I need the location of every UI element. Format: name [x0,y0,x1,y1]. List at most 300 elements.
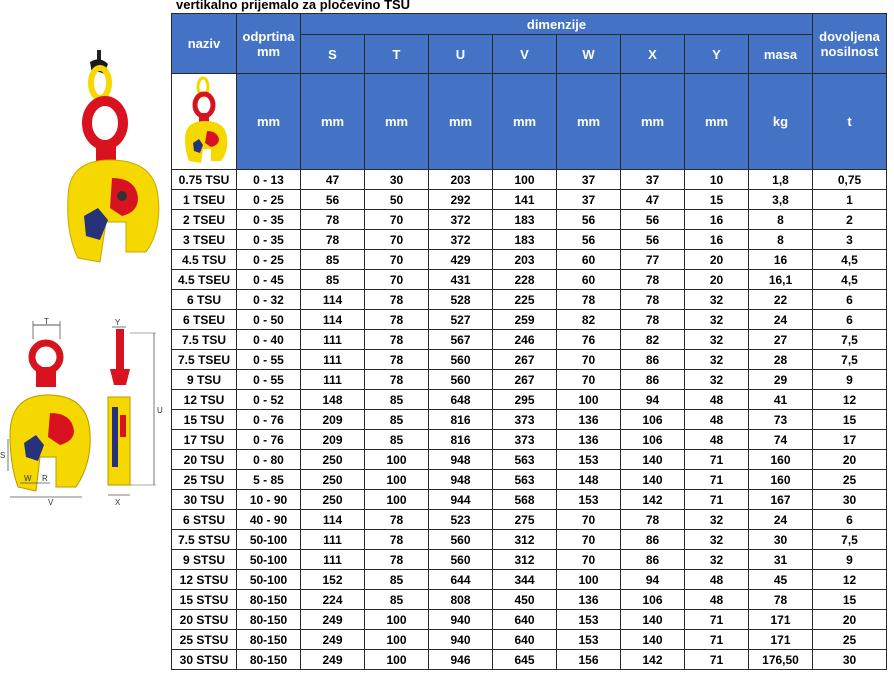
table-cell: 4,5 [813,270,887,290]
table-cell: 111 [301,370,365,390]
table-cell: 32 [685,550,749,570]
table-cell: 76 [557,330,621,350]
table-cell: 20 [685,270,749,290]
table-cell: 136 [557,430,621,450]
table-cell: 523 [429,510,493,530]
page-title: vertikalno prijemalo za pločevino TSU [176,0,411,12]
model-name-cell: 12 TSU [172,390,237,410]
model-name-cell: 6 TSEU [172,310,237,330]
table-row [172,390,887,410]
table-cell: 37 [557,170,621,190]
table-cell: 111 [301,550,365,570]
table-cell: 60 [557,270,621,290]
table-row [172,290,887,310]
table-cell: 148 [301,390,365,410]
table-cell: 100 [365,610,429,630]
table-cell: 153 [557,630,621,650]
table-cell: 15 [813,590,887,610]
table-cell: 250 [301,490,365,510]
table-cell: 78 [301,230,365,250]
col-header-T: T [365,35,429,74]
table-row [172,450,887,470]
table-cell: 373 [493,410,557,430]
table-cell: 640 [493,610,557,630]
model-name-cell: 4.5 TSU [172,250,237,270]
table-cell: 140 [621,470,685,490]
table-cell: 140 [621,610,685,630]
table-row [172,350,887,370]
table-cell: 71 [685,450,749,470]
table-cell: 20 [685,250,749,270]
table-cell: 86 [621,370,685,390]
table-cell: 85 [365,570,429,590]
table-cell: 78 [365,330,429,350]
dimension-table [171,13,887,670]
table-cell: 946 [429,650,493,670]
model-name-cell: 30 STSU [172,650,237,670]
table-cell: 78 [749,590,813,610]
table-row [172,550,887,570]
table-cell: 71 [685,630,749,650]
table-cell: 80-150 [237,590,301,610]
table-cell: 78 [301,210,365,230]
table-cell: 153 [557,490,621,510]
table-cell: 3,8 [749,190,813,210]
col-header-Y: Y [685,35,749,74]
table-cell: 78 [557,290,621,310]
model-name-cell: 9 STSU [172,550,237,570]
table-cell: 2 [813,210,887,230]
table-cell: 249 [301,630,365,650]
table-cell: 5 - 85 [237,470,301,490]
table-cell: 48 [685,390,749,410]
table-cell: 8 [749,230,813,250]
table-cell: 85 [365,430,429,450]
table-cell: 24 [749,510,813,530]
table-cell: 32 [685,290,749,310]
table-row [172,230,887,250]
table-cell: 56 [301,190,365,210]
clamp-side-drawing [98,315,168,515]
label-T: T [44,317,49,326]
table-cell: 295 [493,390,557,410]
table-cell: 0 - 25 [237,190,301,210]
table-cell: 167 [749,490,813,510]
model-name-cell: 0.75 TSU [172,170,237,190]
table-cell: 74 [749,430,813,450]
table-row [172,490,887,510]
label-U: U [157,406,163,415]
table-cell: 0 - 80 [237,450,301,470]
table-cell: 30 [813,650,887,670]
table-cell: 0 - 50 [237,310,301,330]
table-cell: 267 [493,370,557,390]
table-cell: 30 [813,490,887,510]
table-cell: 136 [557,590,621,610]
table-cell: 275 [493,510,557,530]
table-cell: 140 [621,630,685,650]
table-cell: 100 [365,490,429,510]
table-cell: 78 [621,290,685,310]
table-cell: 71 [685,610,749,630]
table-cell: 80-150 [237,650,301,670]
table-cell: 28 [749,350,813,370]
table-row [172,570,887,590]
table-cell: 71 [685,490,749,510]
table-cell: 563 [493,470,557,490]
table-cell: 50 [365,190,429,210]
model-name-cell: 15 TSU [172,410,237,430]
table-cell: 25 [813,470,887,490]
table-cell: 259 [493,310,557,330]
table-cell: 7,5 [813,530,887,550]
table-cell: 16,1 [749,270,813,290]
table-cell: 85 [301,250,365,270]
table-cell: 183 [493,230,557,250]
col-header-dovoljena-nosilnost: dovoljena nosilnost [813,14,887,74]
col-header-X: X [621,35,685,74]
model-name-cell: 30 TSU [172,490,237,510]
table-cell: 560 [429,530,493,550]
table-cell: 560 [429,370,493,390]
table-cell: 148 [557,470,621,490]
table-row [172,170,887,190]
model-name-cell: 12 STSU [172,570,237,590]
model-name-cell: 3 TSEU [172,230,237,250]
table-cell: 78 [621,510,685,530]
table-cell: 156 [557,650,621,670]
table-cell: 567 [429,330,493,350]
table-cell: 225 [493,290,557,310]
table-cell: 77 [621,250,685,270]
table-row [172,270,887,290]
table-cell: 70 [365,230,429,250]
table-cell: 80-150 [237,610,301,630]
table-cell: 176,50 [749,650,813,670]
table-cell: 0 - 52 [237,390,301,410]
label-X: X [115,498,121,507]
table-cell: 85 [365,410,429,430]
table-cell: 20 [813,610,887,630]
table-cell: 56 [621,210,685,230]
model-name-cell: 25 STSU [172,630,237,650]
table-cell: 15 [685,190,749,210]
table-cell: 48 [685,410,749,430]
table-cell: 3 [813,230,887,250]
table-cell: 85 [365,390,429,410]
col-header-odprtina: odprtina mm [237,14,301,74]
table-cell: 50-100 [237,530,301,550]
col-header-U: U [429,35,493,74]
table-cell: 70 [557,550,621,570]
table-cell: 70 [365,210,429,230]
table-cell: 160 [749,470,813,490]
unit-S: mm [301,74,365,170]
table-cell: 111 [301,530,365,550]
table-cell: 32 [685,370,749,390]
table-cell: 111 [301,330,365,350]
table-row [172,330,887,350]
table-cell: 22 [749,290,813,310]
table-cell: 12 [813,390,887,410]
table-cell: 47 [301,170,365,190]
table-cell: 808 [429,590,493,610]
table-cell: 73 [749,410,813,430]
model-name-cell: 7.5 TSEU [172,350,237,370]
table-row [172,430,887,450]
table-cell: 152 [301,570,365,590]
table-cell: 429 [429,250,493,270]
model-name-cell: 7.5 STSU [172,530,237,550]
table-cell: 48 [685,430,749,450]
table-cell: 0 - 40 [237,330,301,350]
table-cell: 56 [557,230,621,250]
table-cell: 70 [365,270,429,290]
table-cell: 106 [621,410,685,430]
label-V: V [48,498,54,507]
table-row [172,650,887,670]
label-R: R [42,474,48,483]
table-cell: 106 [621,590,685,610]
table-cell: 431 [429,270,493,290]
table-cell: 17 [813,430,887,450]
table-cell: 209 [301,430,365,450]
table-cell: 640 [493,630,557,650]
unit-V: mm [493,74,557,170]
table-cell: 563 [493,450,557,470]
table-cell: 344 [493,570,557,590]
table-cell: 27 [749,330,813,350]
unit-masa: kg [749,74,813,170]
table-cell: 450 [493,590,557,610]
table-cell: 86 [621,350,685,370]
table-cell: 10 - 90 [237,490,301,510]
table-cell: 645 [493,650,557,670]
table-cell: 312 [493,550,557,570]
table-cell: 71 [685,650,749,670]
table-cell: 32 [685,310,749,330]
model-name-cell: 15 STSU [172,590,237,610]
table-cell: 47 [621,190,685,210]
table-cell: 183 [493,210,557,230]
col-header-V: V [493,35,557,74]
table-cell: 0 - 35 [237,210,301,230]
unit-W: mm [557,74,621,170]
table-cell: 78 [365,530,429,550]
table-cell: 78 [365,510,429,530]
table-cell: 372 [429,210,493,230]
table-row [172,470,887,490]
table-cell: 940 [429,630,493,650]
table-cell: 86 [621,550,685,570]
clamp-thumbnail [179,75,229,163]
table-cell: 0 - 55 [237,350,301,370]
table-cell: 82 [557,310,621,330]
table-cell: 100 [365,450,429,470]
table-cell: 12 [813,570,887,590]
table-cell: 6 [813,310,887,330]
table-cell: 0 - 45 [237,270,301,290]
table-cell: 56 [557,210,621,230]
table-cell: 153 [557,450,621,470]
table-cell: 0 - 32 [237,290,301,310]
table-cell: 50-100 [237,550,301,570]
table-cell: 41 [749,390,813,410]
col-header-W: W [557,35,621,74]
table-cell: 142 [621,650,685,670]
table-cell: 228 [493,270,557,290]
table-row [172,370,887,390]
table-cell: 1,8 [749,170,813,190]
table-row [172,410,887,430]
col-header-naziv: naziv [172,14,237,74]
table-cell: 527 [429,310,493,330]
table-cell: 153 [557,610,621,630]
table-cell: 246 [493,330,557,350]
table-cell: 70 [557,350,621,370]
table-cell: 1 [813,190,887,210]
col-header-masa: masa [749,35,813,74]
table-cell: 0 - 76 [237,410,301,430]
table-cell: 142 [621,490,685,510]
table-cell: 6 [813,290,887,310]
table-cell: 78 [365,550,429,570]
table-cell: 528 [429,290,493,310]
table-cell: 372 [429,230,493,250]
table-cell: 0 - 35 [237,230,301,250]
table-cell: 9 [813,370,887,390]
col-header-S: S [301,35,365,74]
table-cell: 70 [557,510,621,530]
table-cell: 78 [365,370,429,390]
table-cell: 7,5 [813,350,887,370]
table-row [172,630,887,650]
table-cell: 644 [429,570,493,590]
model-name-cell: 6 TSU [172,290,237,310]
table-cell: 7,5 [813,330,887,350]
table-cell: 568 [493,490,557,510]
table-cell: 30 [365,170,429,190]
table-cell: 100 [365,630,429,650]
table-cell: 8 [749,210,813,230]
table-row [172,530,887,550]
model-name-cell: 1 TSEU [172,190,237,210]
table-cell: 37 [621,170,685,190]
table-cell: 0,75 [813,170,887,190]
table-cell: 140 [621,450,685,470]
table-cell: 0 - 13 [237,170,301,190]
table-row [172,590,887,610]
clamp-thumbnail-cell [172,74,237,170]
table-cell: 78 [621,310,685,330]
unit-Y: mm [685,74,749,170]
table-cell: 70 [557,370,621,390]
table-cell: 32 [685,350,749,370]
model-name-cell: 25 TSU [172,470,237,490]
table-row [172,310,887,330]
table-cell: 85 [365,590,429,610]
table-cell: 24 [749,310,813,330]
table-cell: 250 [301,470,365,490]
table-cell: 29 [749,370,813,390]
table-row [172,610,887,630]
table-cell: 40 - 90 [237,510,301,530]
table-cell: 136 [557,410,621,430]
table-cell: 70 [365,250,429,270]
table-cell: 37 [557,190,621,210]
table-cell: 31 [749,550,813,570]
table-cell: 948 [429,470,493,490]
table-cell: 203 [493,250,557,270]
table-row [172,210,887,230]
table-cell: 94 [621,390,685,410]
table-cell: 70 [557,530,621,550]
table-cell: 60 [557,250,621,270]
table-cell: 560 [429,350,493,370]
model-name-cell: 2 TSEU [172,210,237,230]
table-cell: 114 [301,290,365,310]
table-cell: 209 [301,410,365,430]
table-cell: 82 [621,330,685,350]
table-cell: 171 [749,630,813,650]
table-cell: 141 [493,190,557,210]
table-cell: 267 [493,350,557,370]
table-cell: 224 [301,590,365,610]
table-cell: 312 [493,530,557,550]
clamp-front-drawing [0,315,95,515]
table-cell: 944 [429,490,493,510]
table-cell: 16 [685,230,749,250]
table-cell: 948 [429,450,493,470]
table-cell: 20 [813,450,887,470]
col-header-dimenzije: dimenzije [301,14,813,35]
table-cell: 0 - 55 [237,370,301,390]
table-cell: 78 [621,270,685,290]
model-name-cell: 20 STSU [172,610,237,630]
model-name-cell: 7.5 TSU [172,330,237,350]
table-cell: 16 [685,210,749,230]
label-W: W [24,474,32,483]
table-cell: 100 [493,170,557,190]
table-cell: 32 [685,510,749,530]
table-cell: 32 [685,530,749,550]
table-cell: 80-150 [237,630,301,650]
table-cell: 111 [301,350,365,370]
table-cell: 25 [813,630,887,650]
table-cell: 373 [493,430,557,450]
table-cell: 85 [301,270,365,290]
unit-nosilnost: t [813,74,887,170]
table-cell: 78 [365,350,429,370]
unit-odprtina: mm [237,74,301,170]
unit-X: mm [621,74,685,170]
table-cell: 648 [429,390,493,410]
unit-T: mm [365,74,429,170]
table-cell: 249 [301,610,365,630]
table-cell: 0 - 76 [237,430,301,450]
table-cell: 203 [429,170,493,190]
table-cell: 9 [813,550,887,570]
table-cell: 816 [429,430,493,450]
table-row [172,510,887,530]
table-cell: 4,5 [813,250,887,270]
table-cell: 45 [749,570,813,590]
model-name-cell: 17 TSU [172,430,237,450]
table-cell: 32 [685,330,749,350]
table-cell: 100 [557,570,621,590]
table-cell: 48 [685,590,749,610]
table-cell: 292 [429,190,493,210]
